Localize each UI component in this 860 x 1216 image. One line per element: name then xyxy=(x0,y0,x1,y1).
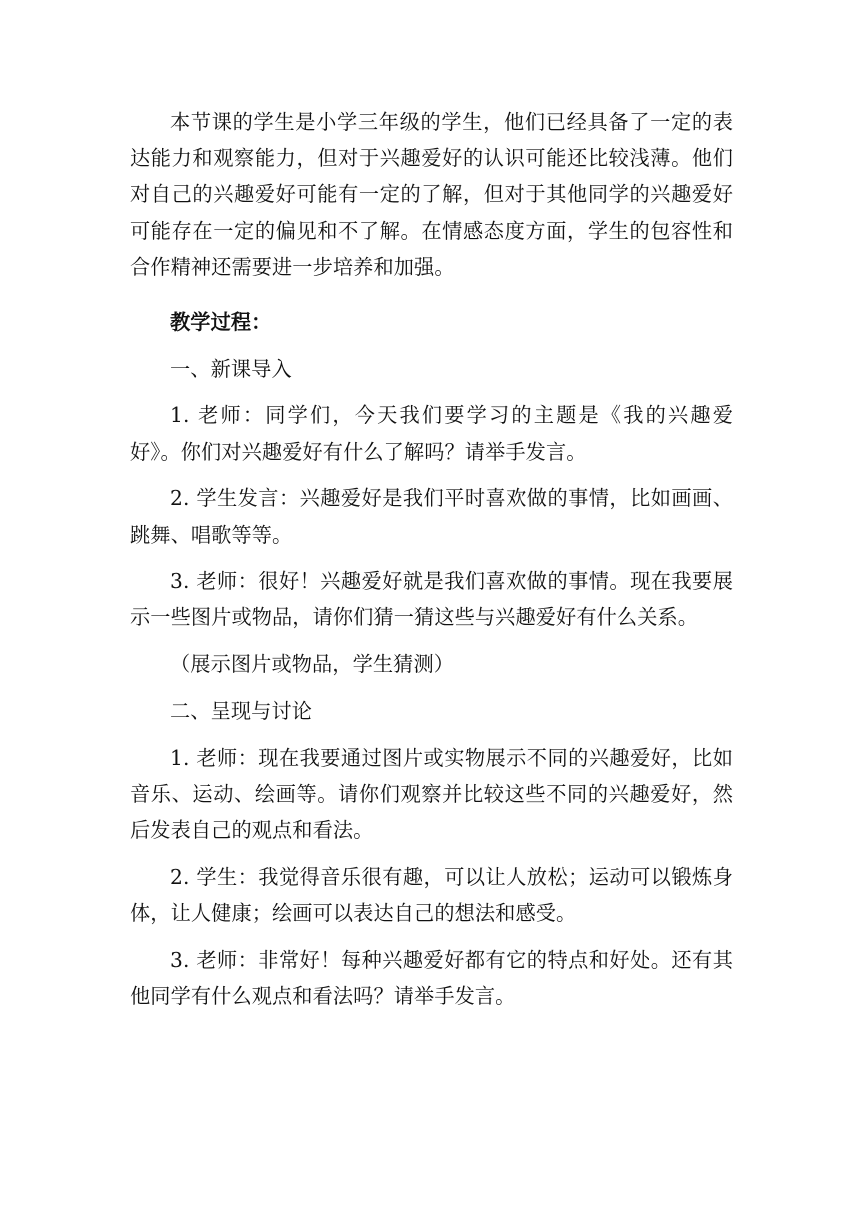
intro-paragraph: 本节课的学生是小学三年级的学生，他们已经具备了一定的表达能力和观察能力，但对于兴趣爱好的认识可能还比较浅薄。他们对自己的兴趣爱好可能有一定的了解，但对于其他同学的兴趣爱好可能存在一定的偏见和不了解。在情感态度方面，学生的包容性和合作精神还需要进一步培养和加强。 xyxy=(130,110,733,279)
section1-note: （展示图片或物品，学生猜测） xyxy=(170,652,455,677)
section2-item-1: 1. 老师：现在我要通过图片或实物展示不同的兴趣爱好，比如音乐、运动、绘画等。请你们观察并比较这些不同的兴趣爱好，然后发表自己的观点和看法。 xyxy=(130,745,733,842)
section2-title: 二、呈现与讨论 xyxy=(170,698,313,723)
section1-item-3: 3. 老师：很好！兴趣爱好就是我们喜欢做的事情。现在我要展示一些图片或物品，请你们猜一猜这些与兴趣爱好有什么关系。 xyxy=(130,569,733,630)
document-page xyxy=(130,104,733,1014)
section2-item-2: 2. 学生：我觉得音乐很有趣，可以让人放松；运动可以锻炼身体，让人健康；绘画可以表达自己的想法和感受。 xyxy=(130,864,733,925)
section1-title: 一、新课导入 xyxy=(170,356,292,381)
section2-item-3: 3. 老师：非常好！每种兴趣爱好都有它的特点和好处。还有其他同学有什么观点和看法吗？请举手发言。 xyxy=(130,947,733,1008)
teaching-process-heading: 教学过程： xyxy=(170,310,272,335)
section1-item-1: 1. 老师：同学们，今天我们要学习的主题是《我的兴趣爱好》。你们对兴趣爱好有什么了解吗？请举手发言。 xyxy=(130,403,733,464)
section1-item-2: 2. 学生发言：兴趣爱好是我们平时喜欢做的事情，比如画画、跳舞、唱歌等等。 xyxy=(130,486,733,547)
